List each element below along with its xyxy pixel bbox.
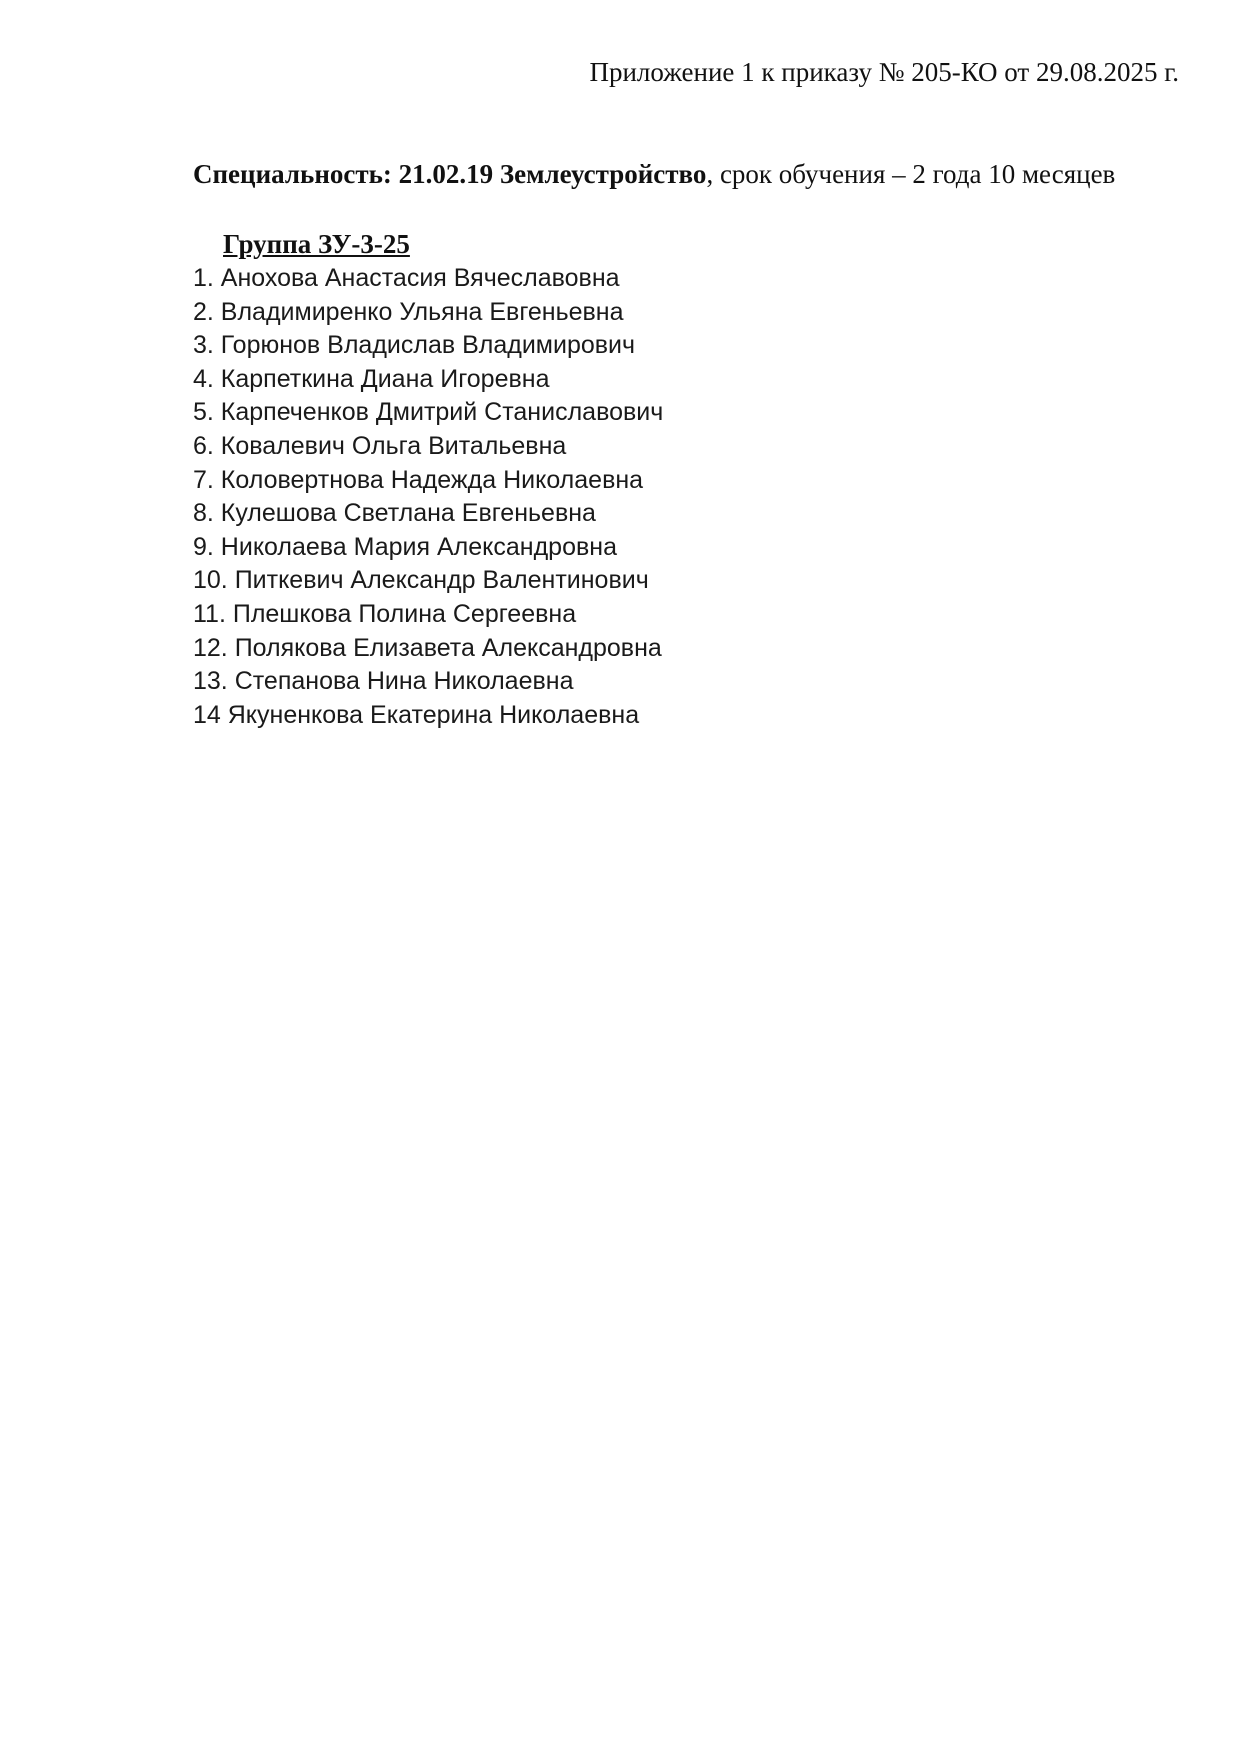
list-item: 7. Коловертнова Надежда Николаевна: [193, 465, 644, 494]
list-item: 11. Плешкова Полина Сергеевна: [193, 599, 577, 628]
list-item: 6. Ковалевич Ольга Витальевна: [193, 431, 567, 460]
list-item: 10. Питкевич Александр Валентинович: [193, 566, 649, 595]
specialty-label: Специальность: 21.02.19 Землеустройство: [193, 159, 707, 189]
list-item: 2. Владимиренко Ульяна Евгеньевна: [193, 297, 624, 326]
student-list: [193, 262, 663, 732]
list-item: 4. Карпеткина Диана Игоревна: [193, 364, 550, 393]
list-item: 5. Карпеченков Дмитрий Станиславович: [193, 398, 664, 427]
list-item: 12. Полякова Елизавета Александровна: [193, 633, 662, 662]
list-item: 9. Николаева Мария Александровна: [193, 532, 617, 561]
study-term: , срок обучения – 2 года 10 месяцев: [706, 159, 1116, 189]
group-title: Группа ЗУ-3-25: [223, 229, 410, 259]
list-item: 1. Анохова Анастасия Вячеславовна: [193, 264, 620, 292]
appendix-header: Приложение 1 к приказу № 205-КО от 29.08.2025 г.: [589, 57, 1179, 87]
list-item: 3. Горюнов Владислав Владимирович: [193, 331, 636, 360]
specialty-line: [193, 158, 1115, 190]
list-item: 13. Степанова Нина Николаевна: [193, 667, 574, 696]
list-item: 8. Кулешова Светлана Евгеньевна: [193, 499, 596, 528]
list-item: 14 Якуненкова Екатерина Николаевна: [193, 700, 640, 729]
